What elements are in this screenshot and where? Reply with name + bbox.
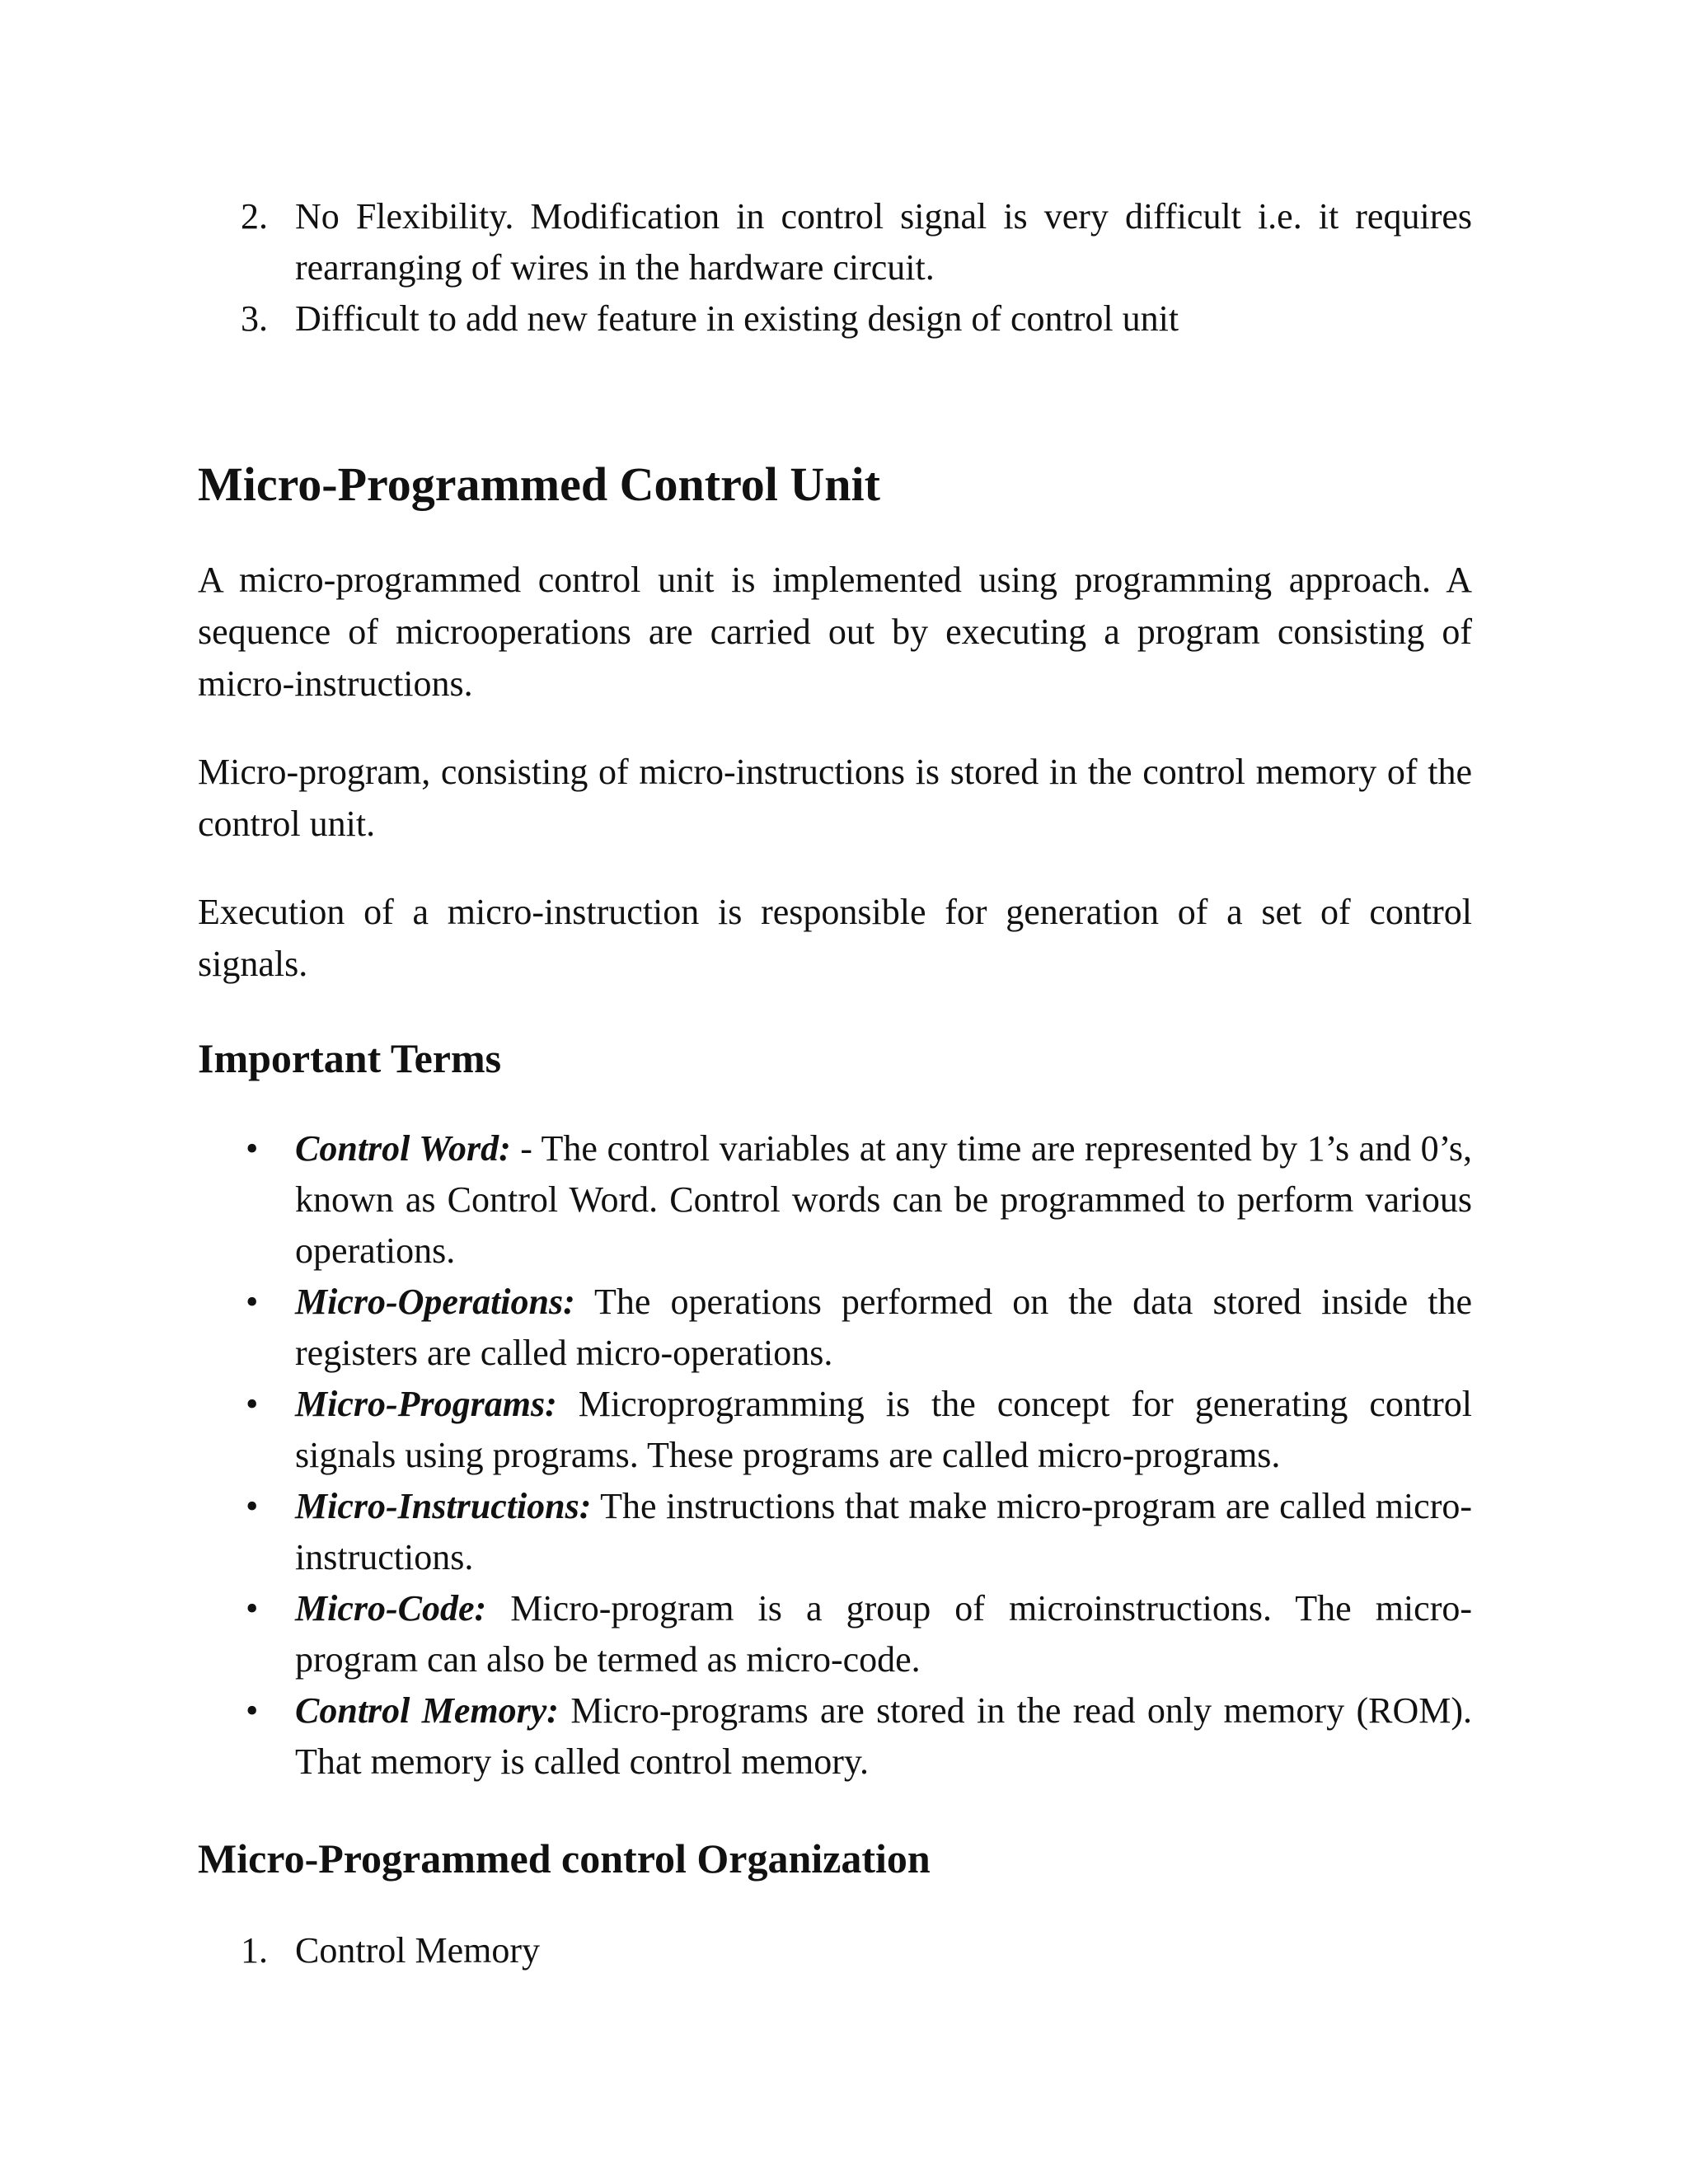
term-definition: Micro-program is a group of microinstructions. The micro-program can also be termed as micro-code. xyxy=(295,1588,1472,1680)
term-definition: - The control variables at any time are represented by 1’s and 0’s, known as Control Word. Control words can be programmed to perform various operations. xyxy=(295,1128,1472,1271)
term-definition: The instructions that make micro-program are called micro-instructions. xyxy=(295,1486,1472,1577)
term-name: Micro-Operations: xyxy=(295,1282,575,1322)
term-name: Micro-Code: xyxy=(295,1588,487,1629)
list-marker: 2. xyxy=(241,196,268,237)
term-item-micro-code xyxy=(198,1583,1472,1685)
term-item-control-word xyxy=(198,1123,1472,1277)
term-item-micro-operations xyxy=(198,1277,1472,1379)
organization-heading: Micro-Programmed control Organization xyxy=(198,1835,931,1882)
bullet-marker: • xyxy=(246,1282,259,1322)
bullet-marker: • xyxy=(246,1128,259,1169)
list-item-text: Difficult to add new feature in existing design of control unit xyxy=(295,298,1179,339)
list-marker: 1. xyxy=(241,1930,268,1971)
section-title: Micro-Programmed Control Unit xyxy=(198,457,880,511)
term-definition: Microprogramming is the concept for generating control signals using programs. These programs are called micro-programs. xyxy=(295,1384,1472,1475)
storage-paragraph: Micro-program, consisting of micro-instructions is stored in the control memory of the control unit. xyxy=(198,752,1472,844)
list-item xyxy=(198,1925,1472,1976)
list-marker: 3. xyxy=(241,298,268,339)
organization-list xyxy=(198,1925,1472,1976)
terms-list xyxy=(198,1123,1472,1788)
list-item xyxy=(198,191,1472,293)
bullet-marker: • xyxy=(246,1690,259,1731)
term-definition: Micro-programs are stored in the read only memory (ROM). That memory is called control memory. xyxy=(295,1690,1472,1782)
bullet-marker: • xyxy=(246,1588,259,1629)
term-name: Micro-Instructions: xyxy=(295,1486,592,1526)
term-definition: The operations performed on the data stored inside the registers are called micro-operations. xyxy=(295,1282,1472,1373)
term-item-micro-instructions xyxy=(198,1481,1472,1583)
term-name: Control Word: xyxy=(295,1128,511,1169)
term-item-control-memory xyxy=(198,1685,1472,1788)
list-item xyxy=(198,293,1472,344)
terms-heading: Important Terms xyxy=(198,1035,502,1081)
bullet-marker: • xyxy=(246,1384,259,1424)
intro-paragraph: A micro-programmed control unit is implemented using programming approach. A sequence of microoperations are carried out by executing a program consisting of micro-instructions. xyxy=(198,560,1472,704)
term-name: Micro-Programs: xyxy=(295,1384,557,1424)
list-item-text: Control Memory xyxy=(295,1930,540,1971)
term-item-micro-programs xyxy=(198,1379,1472,1481)
list-item-text: No Flexibility. Modification in control signal is very difficult i.e. it requires rearranging of wires in the hardware circuit. xyxy=(295,196,1472,288)
bullet-marker: • xyxy=(246,1486,259,1526)
term-name: Control Memory: xyxy=(295,1690,559,1731)
drawbacks-list xyxy=(198,191,1472,344)
execution-paragraph: Execution of a micro-instruction is responsible for generation of a set of control signals. xyxy=(198,892,1472,984)
